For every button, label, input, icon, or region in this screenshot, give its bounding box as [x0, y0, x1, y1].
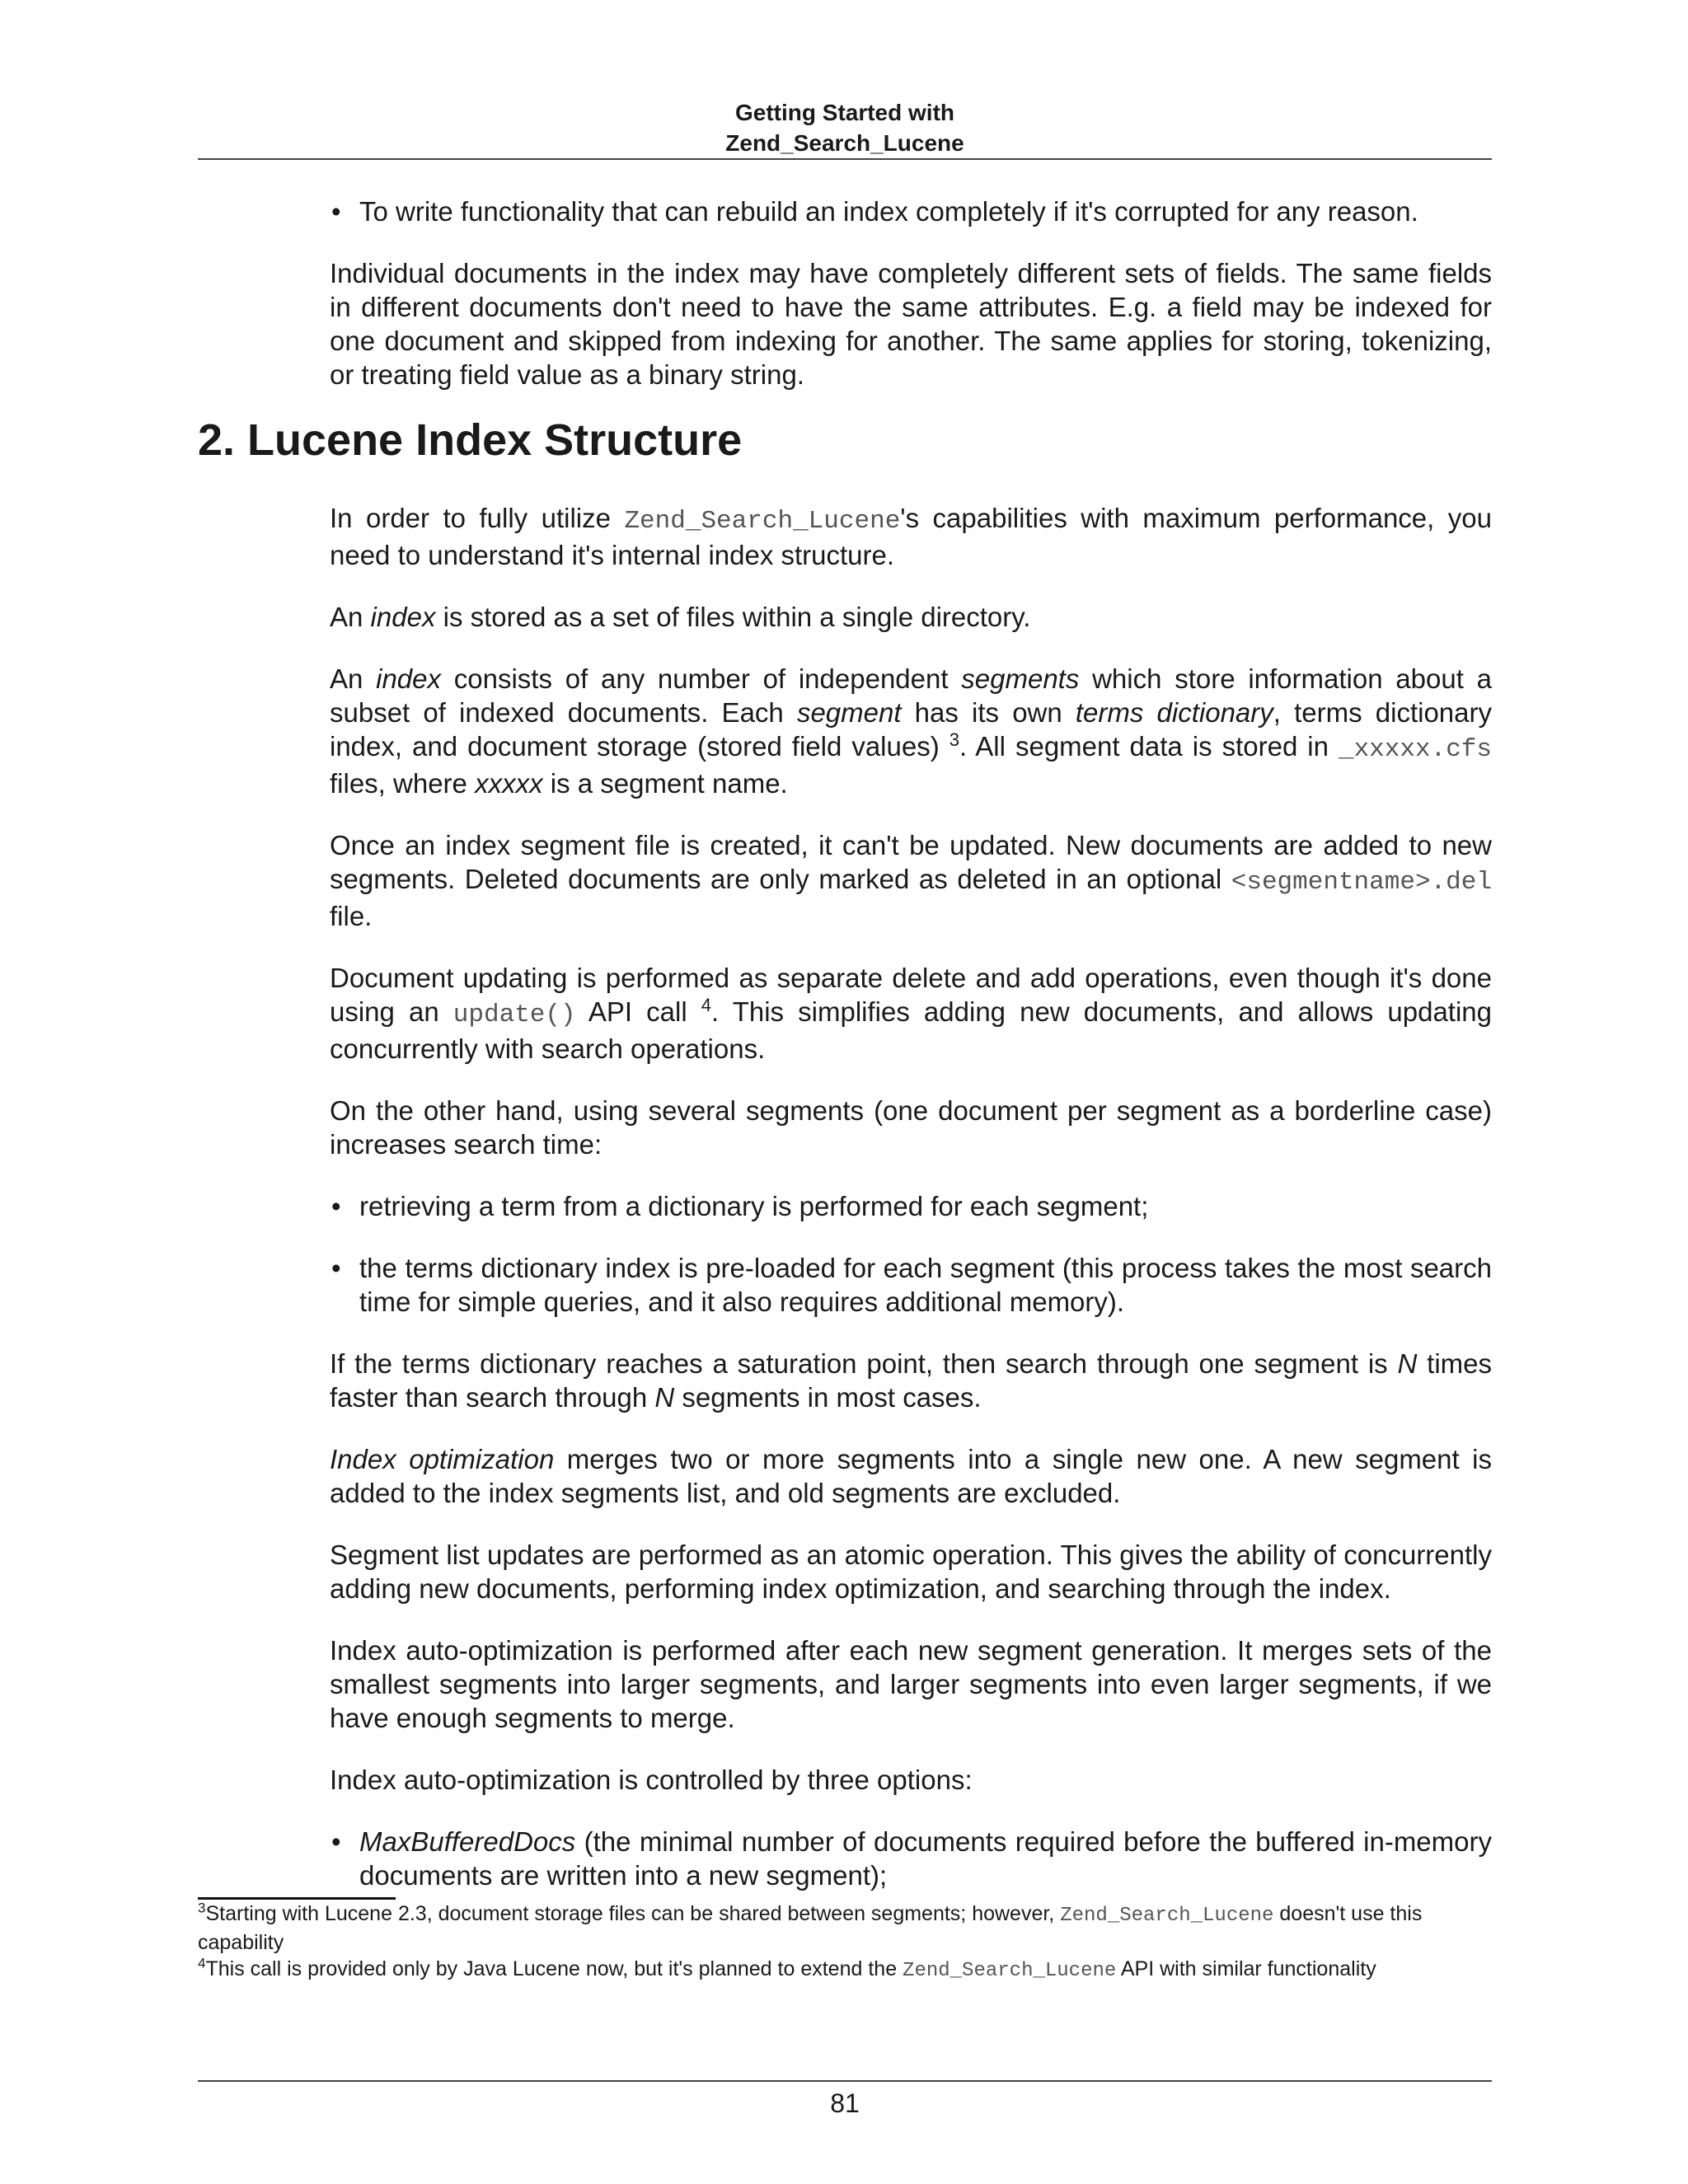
bullet-text: the terms dictionary index is pre-loaded for each segment (this process takes the most search time for simple queries, and it also requires additional memory).	[359, 1253, 1492, 1317]
text: . All segment data is stored in	[959, 731, 1339, 762]
text: Once an index segment file is created, it can't be updated. New documents are added to new segments. Deleted documents are only marked as deleted in an optional	[330, 830, 1492, 894]
footnote-ref-4[interactable]: 4	[701, 995, 712, 1015]
paragraph-search-time: On the other hand, using several segments (one document per segment as a borderline case) increases search time:	[330, 1095, 1492, 1160]
code-del-file: <segmentname>.del	[1231, 868, 1492, 897]
code-class-name: Zend_Search_Lucene	[624, 507, 901, 536]
footnotes	[198, 1900, 1492, 1985]
header-line-1: Getting Started with	[735, 100, 954, 125]
footnote-divider	[198, 1897, 396, 1900]
text: API with similar functionality	[1116, 1957, 1376, 1980]
bullet-maxbuffereddocs	[330, 1825, 1492, 1892]
text: segments in most cases.	[674, 1382, 982, 1413]
footnote-ref-3[interactable]: 3	[949, 729, 959, 750]
paragraph-immutable	[330, 828, 1492, 933]
text: is stored as a set of files within a single directory.	[435, 602, 1031, 632]
text: doesn't use this capability	[198, 1902, 1423, 1954]
emphasis: N	[654, 1382, 675, 1413]
text: An	[330, 663, 377, 694]
emphasis: N	[1397, 1348, 1418, 1379]
footnote-4	[198, 1956, 1492, 1985]
paragraph-optimization	[330, 1442, 1492, 1510]
bullet-rebuild-text: To write functionality that can rebuild an index completely if it's corrupted for any reason.	[359, 196, 1418, 227]
header-divider	[198, 158, 1492, 160]
text: , terms dictionary index, and document storage (stored field values)	[330, 697, 1492, 762]
code-class-name: Zend_Search_Lucene	[903, 1960, 1117, 1982]
paragraph-utilize	[330, 501, 1492, 572]
text: has its own	[901, 697, 1076, 728]
footnote-3	[198, 1900, 1492, 1956]
header-line-2: Zend_Search_Lucene	[725, 130, 964, 156]
paragraph-options: Index auto-optimization is controlled by three options:	[330, 1765, 973, 1795]
text: An	[330, 602, 371, 632]
bullet-rebuild	[330, 194, 1492, 228]
section-heading: 2. Lucene Index Structure	[198, 415, 743, 465]
emphasis: MaxBufferedDocs	[359, 1826, 576, 1857]
text: consists of any number of independent	[441, 663, 962, 694]
running-header	[198, 97, 1492, 158]
footnote-number: 3	[198, 1900, 206, 1916]
bullet-text: retrieving a term from a dictionary is performed for each segment;	[359, 1191, 1149, 1221]
text: API call	[575, 996, 701, 1027]
text: In order to fully utilize	[330, 503, 625, 533]
paragraph-index-files	[330, 600, 1492, 634]
paragraph-fields: Individual documents in the index may have completely different sets of fields. The same fields in different documents don't need to have the same attributes. E.g. a field may be indexed for one document and skipped from indexing for another. The same applies for storing, tokenizing, or treating field value as a binary string.	[330, 258, 1492, 390]
emphasis: index	[370, 602, 436, 632]
paragraph-updating	[330, 961, 1492, 1066]
emphasis: Index optimization	[330, 1444, 555, 1474]
text: files, where	[330, 768, 476, 799]
emphasis: xxxxx	[475, 768, 543, 799]
emphasis: segment	[796, 697, 902, 728]
code-filename: _xxxxx.cfs	[1338, 735, 1492, 764]
content-upper	[330, 194, 1492, 391]
text: times faster than search through	[330, 1348, 1492, 1413]
bullet-retrieving	[330, 1189, 1492, 1223]
text: . This simplifies adding new documents, and allows updating concurrently with search operations.	[330, 996, 1493, 1064]
text: 's capabilities with maximum performance, you need to understand it's internal index structure.	[330, 503, 1492, 570]
text: Starting with Lucene 2.3, document storage files can be shared between segments; however,	[205, 1902, 1061, 1925]
paragraph-atomic: Segment list updates are performed as an atomic operation. This gives the ability of concurrently adding new documents, performing index optimization, and searching through the index.	[330, 1540, 1492, 1604]
emphasis: index	[376, 663, 442, 694]
text: This call is provided only by Java Lucene now, but it's planned to extend the	[205, 1957, 903, 1980]
content-body	[330, 501, 1492, 1892]
text: merges two or more segments into a single new one. A new segment is added to the index segments list, and old segments are excluded.	[330, 1444, 1493, 1508]
bullet-text: (the minimal number of documents required before the buffered in-memory documents are written into a new segment);	[359, 1826, 1492, 1891]
footnote-number: 4	[198, 1955, 206, 1971]
text: file.	[330, 901, 373, 931]
code-class-name: Zend_Search_Lucene	[1060, 1905, 1274, 1927]
text: If the terms dictionary reaches a saturation point, then search through one segment is	[330, 1348, 1398, 1379]
page-number: 81	[830, 2088, 860, 2118]
bullet-preloaded	[330, 1251, 1492, 1319]
footer-divider	[198, 2080, 1492, 2082]
paragraph-segments	[330, 662, 1492, 800]
text: Document updating is performed as separate delete and add operations, even though it's done using an	[330, 963, 1492, 1027]
text: is a segment name.	[542, 768, 788, 799]
paragraph-saturation	[330, 1347, 1492, 1414]
code-update-call: update()	[452, 1001, 576, 1029]
emphasis: terms dictionary	[1075, 697, 1273, 728]
emphasis: segments	[961, 663, 1080, 694]
text: which store information about a subset of indexed documents. Each	[330, 663, 1492, 728]
paragraph-auto-optimization: Index auto-optimization is performed after each new segment generation. It merges sets of the smallest segments into larger segments, and larger segments into even larger segments, if we have enough segments to merge.	[330, 1635, 1492, 1733]
